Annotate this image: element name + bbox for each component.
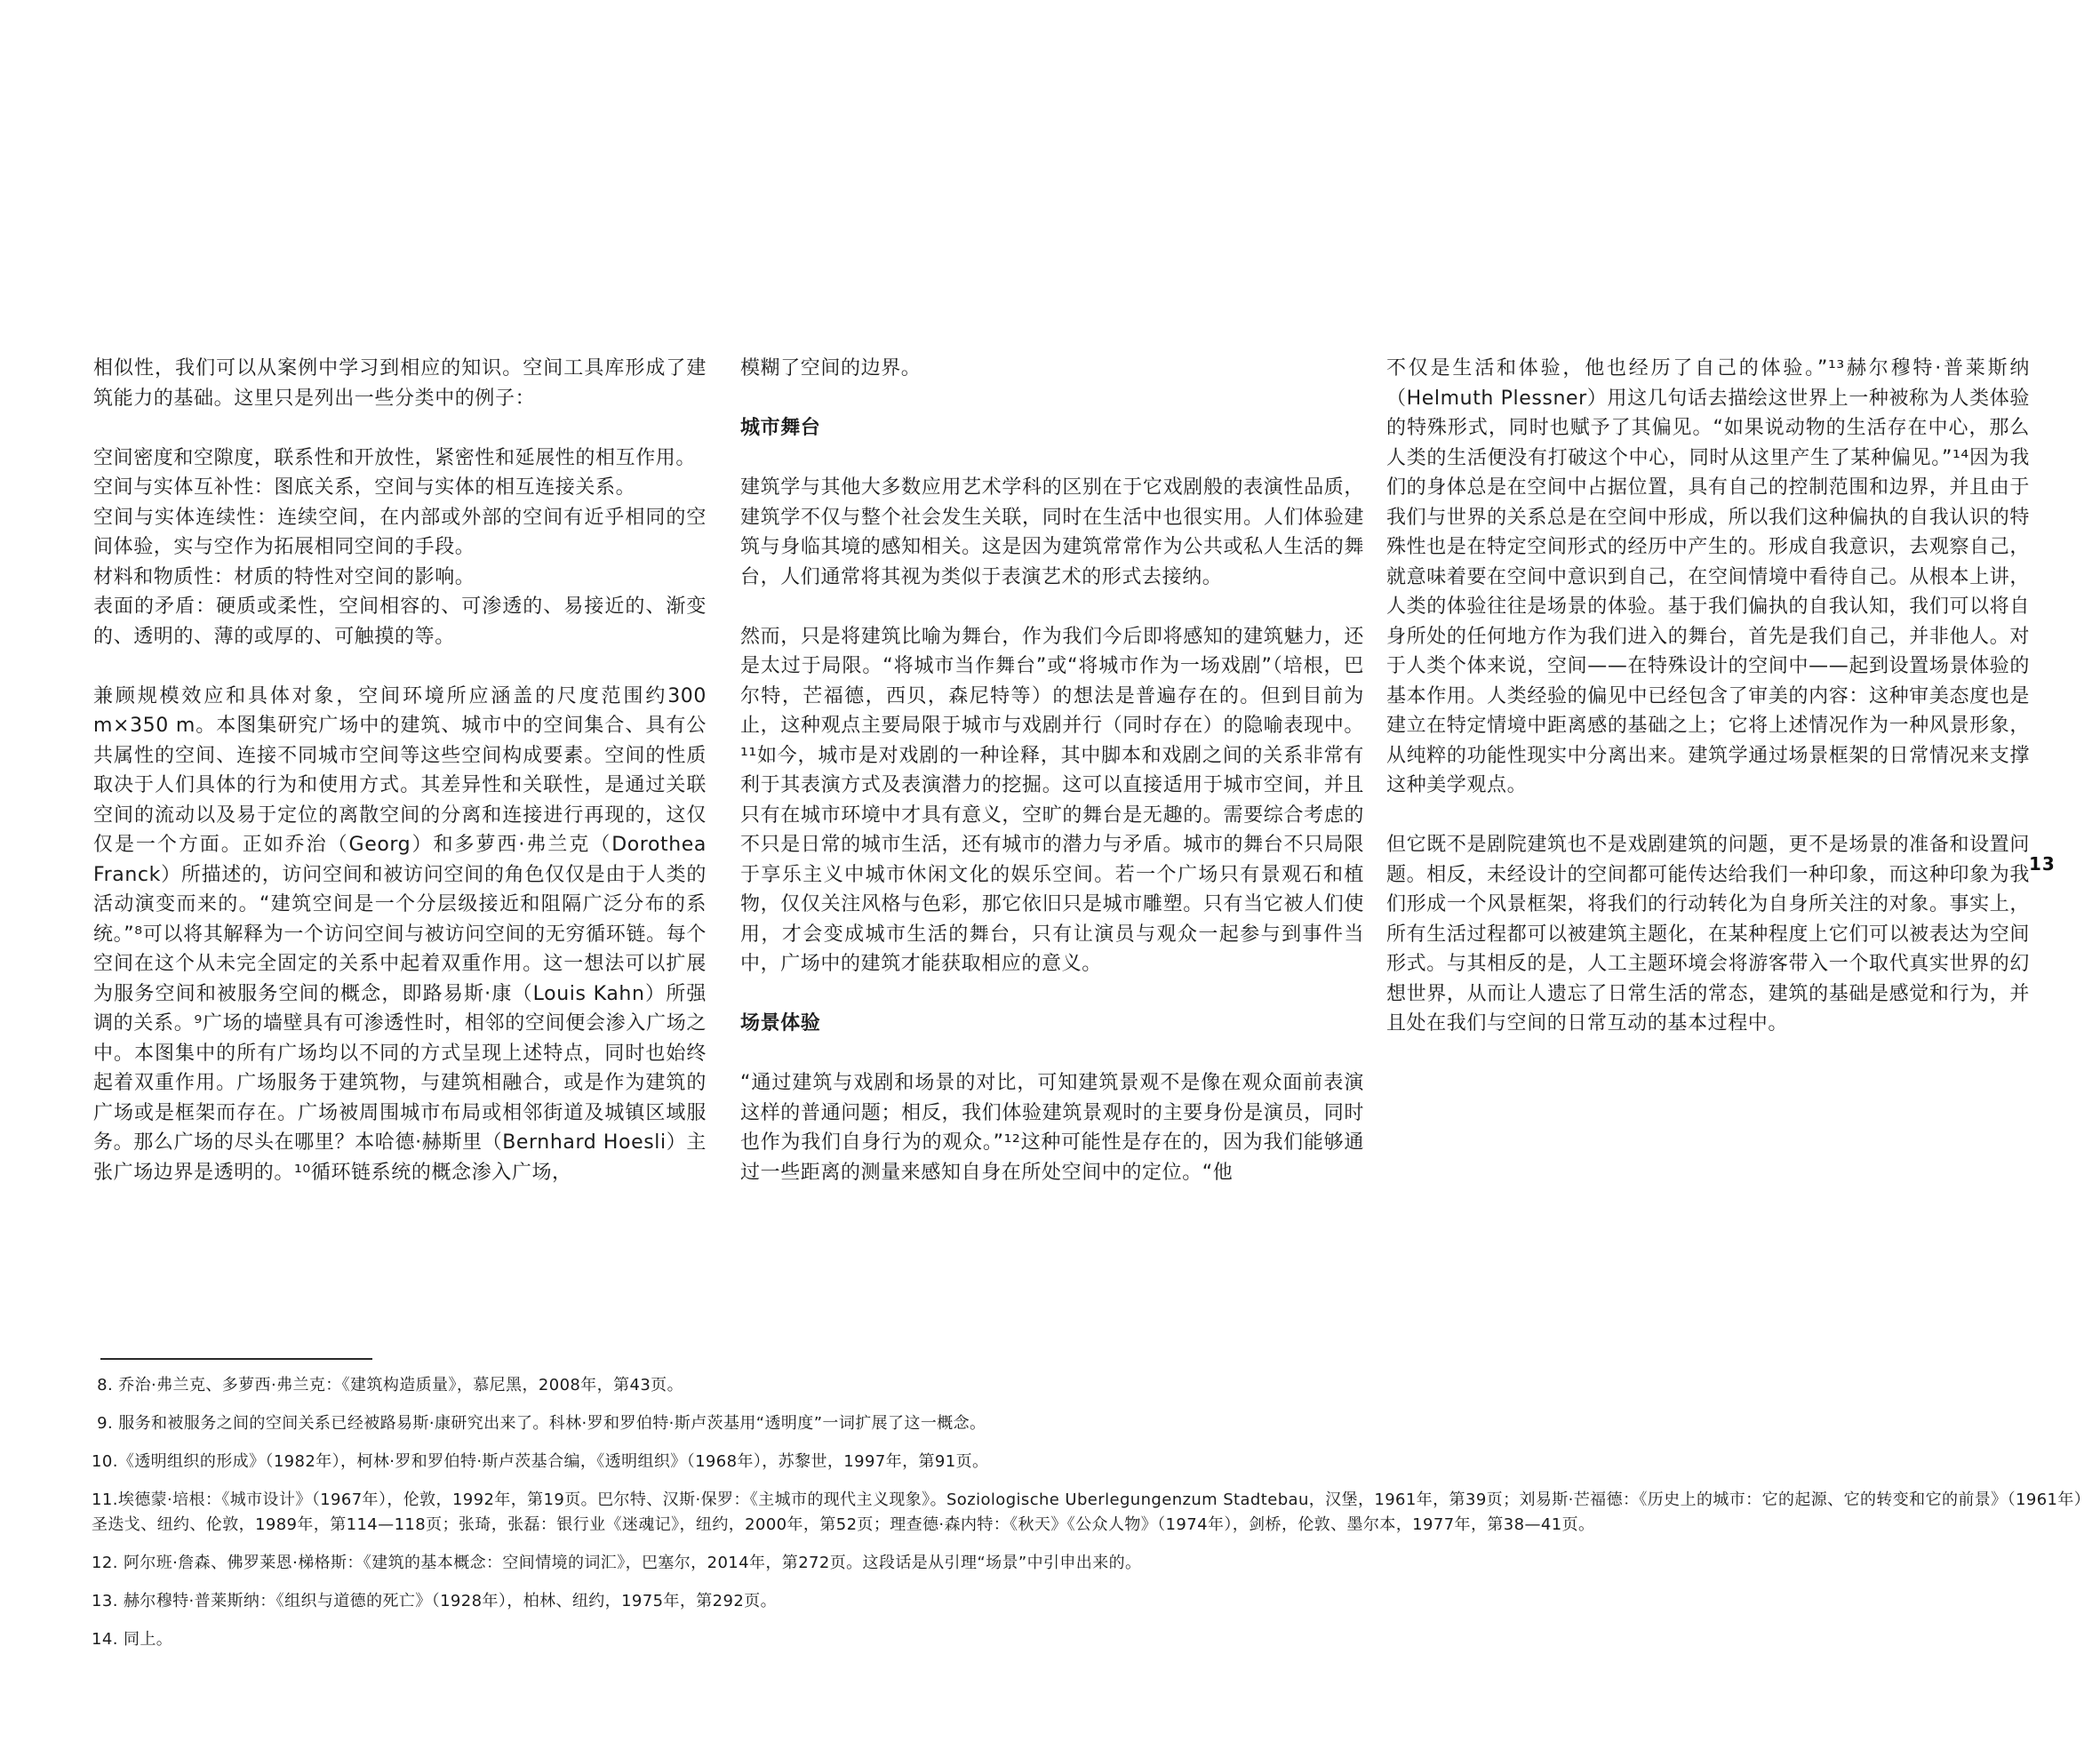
text-column-middle — [740, 354, 1364, 1218]
list-item: 空间与实体连续性：连续空间，在内部或外部的空间有近乎相同的空间体验，实与空作为拓展相同空间的手段。 — [93, 506, 707, 558]
paragraph: 兼顾规模效应和具体对象，空间环境所应涵盖的尺度范围约300 m×350 m。本图集研究广场中的建筑、城市中的空间集合、具有公共属性的空间、连接不同城市空间等这些空间构成要素。空间的性质取决于人们具体的行为和使用方式。其差异性和关联性，是通过关联空间的流动以及易于定位的离散空间的分离和连接进行再现的，这仅仅是一个方面。正如乔治（Georg）和多萝西·弗兰克（Dorothea Franck）所描述的，访问空间和被访问空间的角色仅仅是由于人类的活动演变而来的。“建筑空间是一个分层级接近和阻隔广泛分布的系统。”⁸可以将其解释为一个访问空间与被访问空间的无穷循环链。每个空间在这个从未完全固定的关系中起着双重作用。这一想法可以扩展为服务空间和被服务空间的概念，即路易斯·康（Louis Kahn）所强调的关系。⁹广场的墙壁具有可渗透性时，相邻的空间便会渗入广场之中。本图集中的所有广场均以不同的方式呈现上述特点，同时也始终起着双重作用。广场服务于建筑物，与建筑相融合，或是作为建筑的广场或是框架而存在。广场被周围城市布局或相邻街道及城镇区域服务。那么广场的尽头在哪里？本哈德·赫斯里（Bernhard Hoesli）主张广场边界是透明的。¹⁰循环链系统的概念渗入广场， — [93, 684, 707, 1184]
footnote-14: 14. 同上。 — [92, 1630, 173, 1649]
paragraph: “通过建筑与戏剧和场景的对比，可知建筑景观不是像在观众面前表演这样的普通问题；相反，我们体验建筑景观时的主要身份是演员，同时也作为我们自身行为的观众。”¹²这种可能性是存在的，因为我们能够通过一些距离的测量来感知自身在所处空间中的定位。“他 — [740, 1072, 1364, 1184]
footnote-8: 8. 乔治·弗兰克、多萝西·弗兰克：《建筑构造质量》，慕尼黑，2008年，第43页。 — [92, 1376, 683, 1394]
paragraph: 然而，只是将建筑比喻为舞台，作为我们今后即将感知的建筑魅力，还是太过于局限。“将城市当作舞台”或“将城市作为一场戏剧”（培根，巴尔特，芒福德，西贝，森尼特等）的想法是普遍存在的。但到目前为止，这种观点主要局限于城市与戏剧并行（同时存在）的隐喻表现中。¹¹如今，城市是对戏剧的一种诠释，其中脚本和戏剧之间的关系非常有利于其表演方式及表演潜力的挖掘。这可以直接适用于城市空间，并且只有在城市环境中才具有意义，空旷的舞台是无趣的。需要综合考虑的不只是日常的城市生活，还有城市的潜力与矛盾。城市的舞台不只局限于享乐主义中城市休闲文化的娱乐空间。若一个广场只有景观石和植物，仅仅关注风格与色彩，那它依旧只是城市雕塑。只有当它被人们使用，才会变成城市生活的舞台，只有让演员与观众一起参与到事件当中，广场中的建筑才能获取相应的意义。 — [740, 625, 1364, 975]
footnote-12: 12. 阿尔班·詹森、佛罗莱恩·梯格斯：《建筑的基本概念：空间情境的词汇》，巴塞尔，2014年，第272页。这段话是从引理“场景”中引申出来的。 — [92, 1554, 1142, 1572]
text-column-right — [1386, 354, 2030, 1068]
footnote-11: 11.埃德蒙·培根：《城市设计》（1967年），伦敦，1992年，第19页。巴尔特、汉斯·保罗：《主城市的现代主义现象》。Soziologische Uberlegungenzum Stadtebau，汉堡，1961年，第39页；刘易斯·芒福德：《历史上的城市：它的起源、它的转变和它的前景》（1961年）圣迭戈、纽约、伦敦，1989年，第114—118页；张琦，张磊：银行业《迷魂记》，纽约，2000年，第52页；理查德·森内特：《秋天》《公众人物》（1974年），剑桥，伦敦、墨尔本，1977年，第38—41页。 — [92, 1490, 2091, 1534]
text-column-left — [93, 354, 707, 1218]
paragraph: 但它既不是剧院建筑也不是戏剧建筑的问题，更不是场景的准备和设置问题。相反，未经设计的空间都可能传达给我们一种印象，而这种印象为我们形成一个风景框架，将我们的行动转化为自身所关注的对象。事实上，所有生活过程都可以被建筑主题化，在某种程度上它们可以被表达为空间形式。与其相反的是，人工主题环境会将游客带入一个取代真实世界的幻想世界，从而让人遗忘了日常生活的常态，建筑的基础是感觉和行为，并且处在我们与空间的日常互动的基本过程中。 — [1386, 834, 2030, 1035]
footnote-divider-rule — [100, 1358, 372, 1360]
paragraph: 相似性，我们可以从案例中学习到相应的知识。空间工具库形成了建筑能力的基础。这里只是列出一些分类中的例子： — [93, 357, 707, 410]
section-heading-urban-stage: 城市舞台 — [740, 417, 821, 439]
footnote-9: 9. 服务和被服务之间的空间关系已经被路易斯·康研究出来了。科林·罗和罗伯特·斯卢茨基用“透明度”一词扩展了这一概念。 — [92, 1414, 986, 1433]
footnote-13: 13. 赫尔穆特·普莱斯纳：《组织与道德的死亡》（1928年），柏林、纽约，1975年，第292页。 — [92, 1592, 778, 1610]
list-item: 空间与实体互补性：图底关系，空间与实体的相互连接关系。 — [93, 476, 636, 499]
footnotes-section — [92, 1373, 2091, 1666]
category-examples-list — [93, 443, 707, 652]
list-item: 空间密度和空隙度，联系性和开放性，紧密性和延展性的相互作用。 — [93, 446, 697, 469]
paragraph: 不仅是生活和体验，他也经历了自己的体验。”¹³赫尔穆特·普莱斯纳（Helmuth Plessner）用这几句话去描绘这世界上一种被称为人类体验的特殊形式，同时也赋予了其偏见。“如果说动物的生活存在中心，那么人类的生活便没有打破这个中心，同时从这里产生了某种偏见。”¹⁴因为我们的身体总是在空间中占据位置，具有自己的控制范围和边界，并且由于我们与世界的关系总是在空间中形成，所以我们这种偏执的自我认识的特殊性也是在特定空间形式的经历中产生的。形成自我意识，去观察自己，就意味着要在空间中意识到自己，在空间情境中看待自己。从根本上讲，人类的体验往往是场景的体验。基于我们偏执的自我认知，我们可以将自身所处的任何地方作为我们进入的舞台，首先是我们自己，并非他人。对于人类个体来说，空间——在特殊设计的空间中——起到设置场景体验的基本作用。人类经验的偏见中已经包含了审美的内容：这种审美态度也是建立在特定情境中距离感的基础之上；它将上述情况作为一种风景形象，从纯粹的功能性现实中分离出来。建筑学通过场景框架的日常情况来支撑这种美学观点。 — [1386, 357, 2030, 796]
list-item: 材料和物质性：材质的特性对空间的影响。 — [93, 565, 475, 588]
section-heading-scene-experience: 场景体验 — [740, 1012, 821, 1035]
page-number: 13 — [2029, 853, 2056, 875]
footnote-10: 10.《透明组织的形成》（1982年），柯林·罗和罗伯特·斯卢茨基合编，《透明组织》（1968年），苏黎世，1997年，第91页。 — [92, 1452, 989, 1471]
paragraph: 模糊了空间的边界。 — [740, 357, 922, 380]
list-item: 表面的矛盾：硬质或柔性，空间相容的、可渗透的、易接近的、渐变的、透明的、薄的或厚的、可触摸的等。 — [93, 595, 707, 648]
paragraph: 建筑学与其他大多数应用艺术学科的区别在于它戏剧般的表演性品质，建筑学不仅与整个社会发生关联，同时在生活中也很实用。人们体验建筑与身临其境的感知相关。这是因为建筑常常作为公共或私人生活的舞台，人们通常将其视为类似于表演艺术的形式去接纳。 — [740, 476, 1364, 588]
